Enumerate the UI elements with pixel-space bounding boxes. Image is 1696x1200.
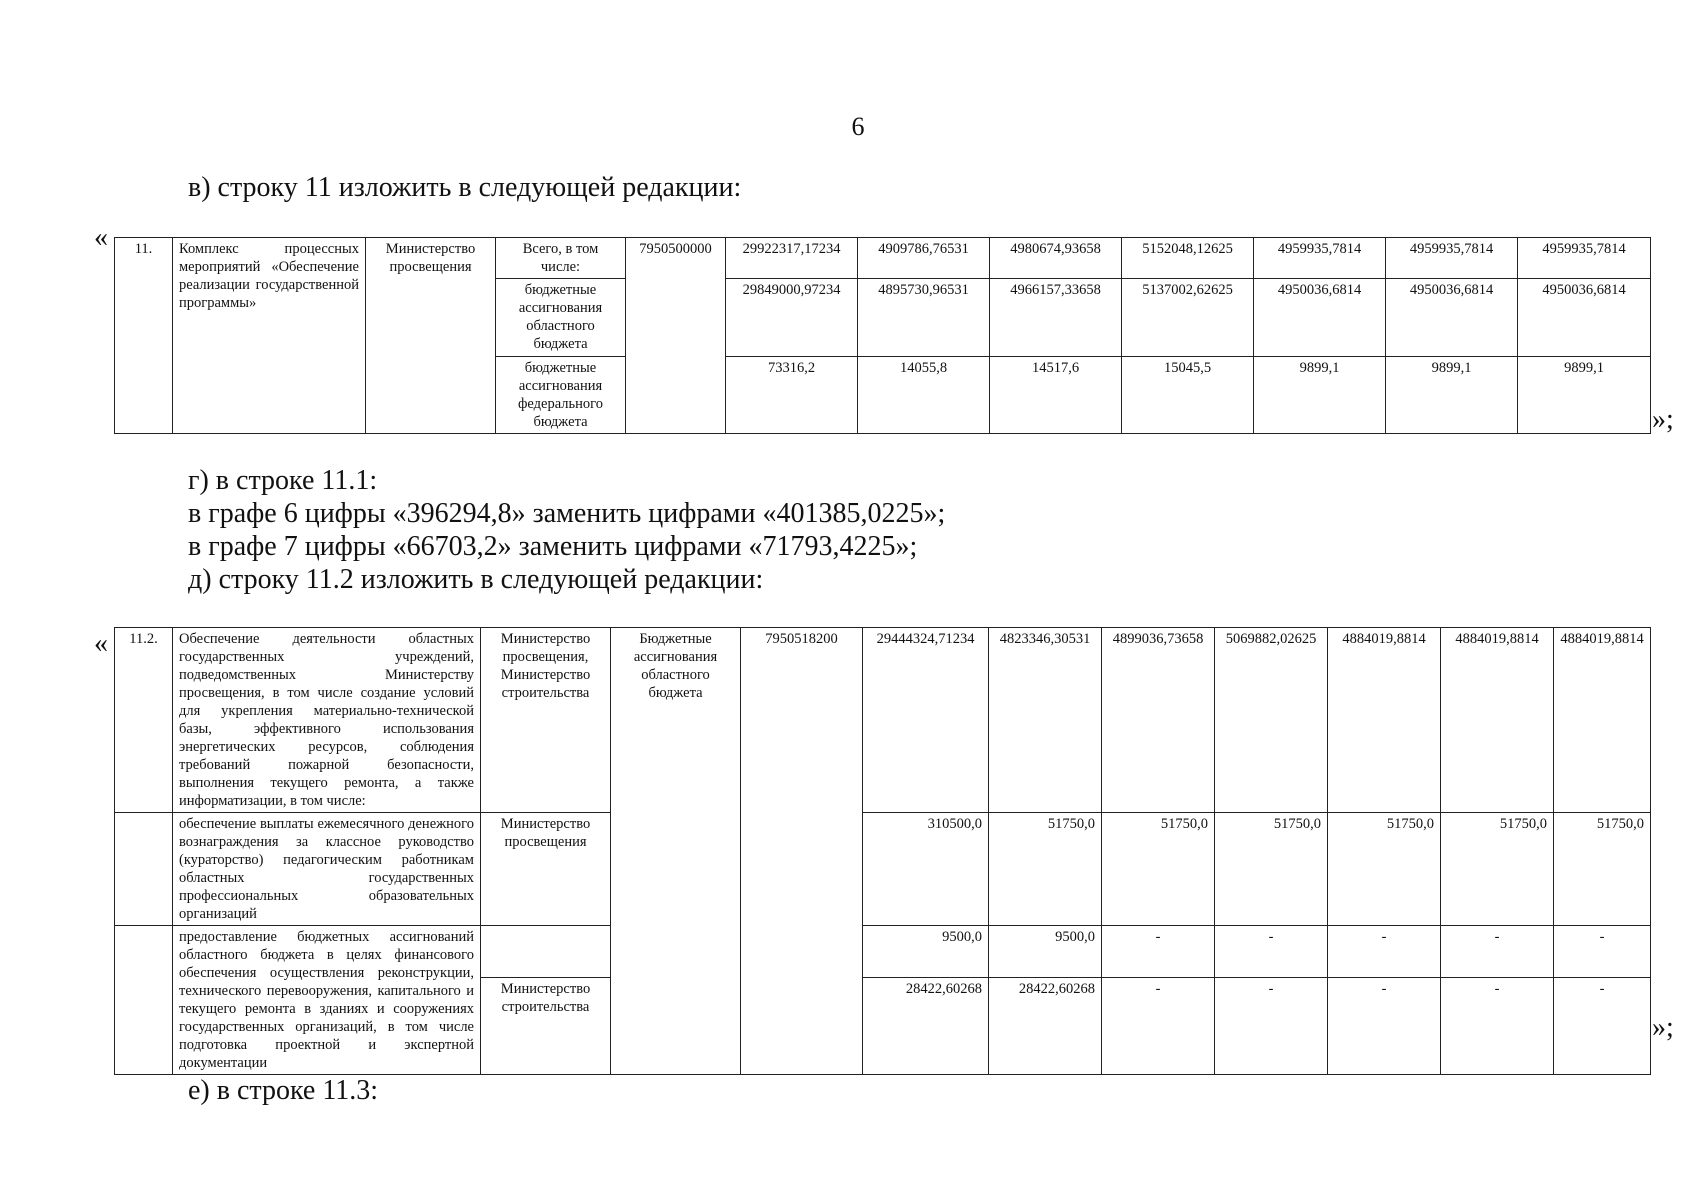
table2-executor-repair-b: Министерство строительства [481,978,611,1075]
table2-value: - [1102,978,1215,1075]
table2-name-main: Обеспечение деятельности областных государственных учреждений, подведомственных Министерству просвещения, в том числе создание условий для укрепления материально-технической базы, эффективного использования энергетических ресурсов, соблюдения требований пожарной безопасности, выполнения текущего ремонта, а также информатизации, в том числе: [173,628,481,813]
table1-value: 4959935,7814 [1254,238,1386,279]
table1-name: Комплекс процессных мероприятий «Обеспечение реализации государственной программы» [173,238,366,434]
table2-row-main [115,628,1651,813]
table1-value: 4966157,33658 [990,279,1122,357]
table1-code: 7950500000 [626,238,726,434]
table1-value: 4950036,6814 [1386,279,1518,357]
table1-source-regional: бюджетные ассигнования областного бюджета [496,279,626,357]
table2-value: 9500,0 [863,926,989,978]
table2-value: 28422,60268 [989,978,1102,1075]
table2-value: - [1441,978,1554,1075]
table2-value: 28422,60268 [863,978,989,1075]
quote-close-2: »; [1652,1012,1674,1043]
table2-value: 5069882,02625 [1215,628,1328,813]
table2-num-empty [115,813,173,926]
table2-value: - [1554,978,1651,1075]
table2-value: - [1441,926,1554,978]
table2-num-empty [115,926,173,1075]
table1-value: 4959935,7814 [1518,238,1651,279]
table2-value: 4884019,8814 [1441,628,1554,813]
table1-executor: Министерство просвещения [366,238,496,434]
table2-value: - [1215,978,1328,1075]
table2-value: 4899036,73658 [1102,628,1215,813]
quote-close-1: »; [1652,404,1674,435]
table1-value: 15045,5 [1122,357,1254,434]
table1-value: 73316,2 [726,357,858,434]
page-number: 6 [851,112,865,141]
table2-value: 4884019,8814 [1328,628,1441,813]
instruction-g: г) в строке 11.1: [188,465,378,496]
table1-value: 4909786,76531 [858,238,990,279]
table2-value: 4884019,8814 [1554,628,1651,813]
table2-value: - [1554,926,1651,978]
table2-value: 4823346,30531 [989,628,1102,813]
table2-value: 9500,0 [989,926,1102,978]
table1-value: 4895730,96531 [858,279,990,357]
table2-code: 7950518200 [741,628,863,1075]
table1-value: 4980674,93658 [990,238,1122,279]
table2-value: - [1328,978,1441,1075]
table2-value: 51750,0 [989,813,1102,926]
table2-name-repair: предоставление бюджетных ассигнований областного бюджета в целях финансового обеспечения осуществления реконструкции, технического перевооружения, капитального и текущего ремонта в зданиях и сооружениях государственных организаций, в том числе подготовка проектной и экспертной документации [173,926,481,1075]
quote-open-2: « [94,628,108,659]
table2-value: 51750,0 [1554,813,1651,926]
quote-open-1: « [94,222,108,253]
table-row-11 [114,237,1651,434]
table2-executor-curators: Министерство просвещения [481,813,611,926]
table2-value: - [1102,926,1215,978]
table1-row-total [115,238,1651,279]
table2-value: - [1328,926,1441,978]
table1-value: 9899,1 [1518,357,1651,434]
table2-value: 51750,0 [1441,813,1554,926]
table1-num: 11. [115,238,173,434]
table1-value: 9899,1 [1254,357,1386,434]
table2-source: Бюджетные ассигнования областного бюджета [611,628,741,1075]
table1-value: 4950036,6814 [1254,279,1386,357]
table1-value: 14517,6 [990,357,1122,434]
instruction-v: в) строку 11 изложить в следующей редакции: [188,172,742,203]
table2-name-curators: обеспечение выплаты ежемесячного денежного вознаграждения за классное руководство (кураторство) педагогическим работникам областных государственных профессиональных образовательных организаций [173,813,481,926]
table1-source-total: Всего, в том числе: [496,238,626,279]
table2-row-repair-a [115,926,1651,978]
table2-value: 51750,0 [1215,813,1328,926]
instruction-e: е) в строке 11.3: [188,1075,379,1106]
table1-value: 29922317,17234 [726,238,858,279]
table1-value: 5152048,12625 [1122,238,1254,279]
table2-value: 29444324,71234 [863,628,989,813]
table1-value: 14055,8 [858,357,990,434]
table-row-11-2 [114,627,1651,1075]
instruction-d: д) строку 11.2 изложить в следующей редакции: [188,564,764,595]
instruction-g-col6: в графе 6 цифры «396294,8» заменить цифрами «401385,0225»; [188,498,946,529]
table2-executor-main: Министерство просвещения, Министерство строительства [481,628,611,813]
table2-row-curators [115,813,1651,926]
instruction-g-col7: в графе 7 цифры «66703,2» заменить цифрами «71793,4225»; [188,531,918,562]
table1-value: 9899,1 [1386,357,1518,434]
table2-executor-repair-a [481,926,611,978]
table1-value: 5137002,62625 [1122,279,1254,357]
table2-value: 310500,0 [863,813,989,926]
table1-value: 4950036,6814 [1518,279,1651,357]
table1-source-federal: бюджетные ассигнования федерального бюджета [496,357,626,434]
table2-value: - [1215,926,1328,978]
table1-value: 29849000,97234 [726,279,858,357]
table2-num: 11.2. [115,628,173,813]
table1-value: 4959935,7814 [1386,238,1518,279]
table2-value: 51750,0 [1102,813,1215,926]
table2-value: 51750,0 [1328,813,1441,926]
